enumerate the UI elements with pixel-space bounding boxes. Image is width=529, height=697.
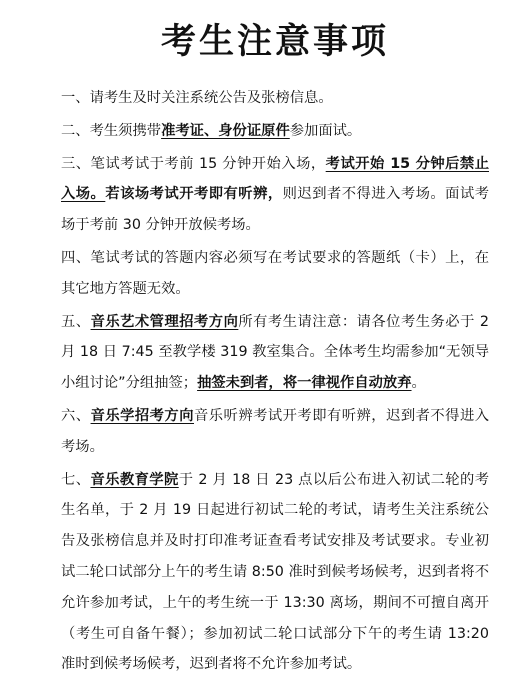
musicology-direction: 音乐学招考方向: [90, 407, 194, 424]
notice-item-5-tail: 。: [411, 375, 426, 392]
notice-item-1: 一、请考生及时关注系统公告及张榜信息。: [61, 90, 333, 106]
draw-absence-rule: 抽签未到者，将一律视作自动放弃: [197, 375, 412, 392]
listening-rule: 若该场考试开考即有听辨，: [105, 186, 283, 203]
notice-item-5-text: 所有考生请注意：请各位考生务必于 2 月 18 日 7:45 至教学楼 319 教室集合。全体考生均需参加“无领导小组讨论”分组抽签；: [61, 313, 489, 392]
document-title: 考生注意事项: [160, 22, 389, 62]
notice-item-6-text: 音乐听辨考试开考即有听辨，迟到者不得进入考场。: [61, 407, 490, 455]
music-education-college: 音乐教育学院: [90, 471, 179, 488]
notice-item-5: [61, 307, 489, 399]
notice-item-2-tail: 参加面试。: [289, 122, 362, 139]
notice-item-7: [61, 465, 489, 681]
notice-item-7-text: 于 2 月 18 日 23 点以后公布进入初试二轮的考生名单，于 2 月 19 日起进行初试二轮的考试，请考生关注系统公告及张榜信息并及时打印准考证查看考试安排及考试要求。专业初试二轮口试部分上午的考生请 8:50 准时到候考场候考，迟到者将不允许参加考试，上午的考生统一于 13:30 离场，期间不可擅自离开（考生可自备午餐）；参加初试二轮口试部分下午的考生请 13:20 准时到候考场候考，迟到者将不允许参加考试。: [61, 471, 490, 673]
notice-item-7-prefix: 七、: [61, 471, 91, 488]
notice-item-4: 四、笔试考试的答题内容必须写在考试要求的答题纸（卡）上，在其它地方答题无效。: [61, 249, 489, 297]
arts-management-direction: 音乐艺术管理招考方向: [90, 313, 239, 330]
notice-item-5-prefix: 五、: [61, 313, 91, 330]
notice-item-3: [61, 149, 489, 241]
notice-item-6: [61, 401, 489, 463]
notice-item-2: [61, 116, 489, 147]
notice-item-3-text: 三、笔试考试于考前 15 分钟开始入场，: [61, 155, 326, 172]
required-documents: 准考证、身份证原件: [161, 122, 290, 139]
notice-item-6-prefix: 六、: [61, 407, 91, 424]
notice-item-2-text: 二、考生须携带: [61, 122, 162, 139]
entry-deadline-rule: 考试开始 15 分钟后禁止入场。: [61, 155, 489, 203]
notice-item-3-tail: 则迟到者不得进入考场。面试考场于考前 30 分钟开放候考场。: [61, 186, 490, 234]
